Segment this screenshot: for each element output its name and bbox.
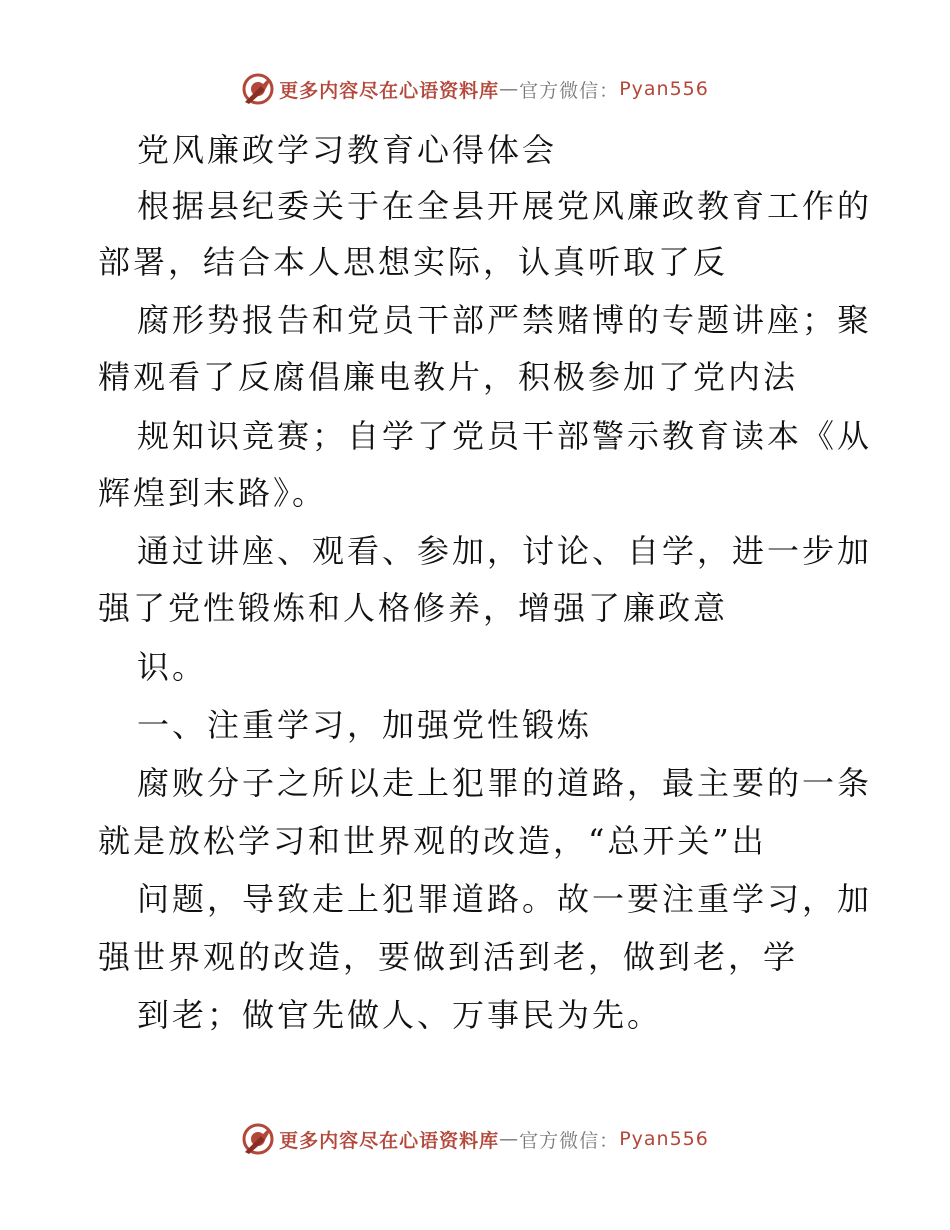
watermark-label: 官方微信：	[519, 1129, 620, 1152]
paragraph-line: 到老；做官先做人、万事民为先。	[137, 996, 663, 1034]
watermark-label: 官方微信：	[519, 79, 620, 102]
watermark-text	[279, 1126, 709, 1153]
paragraph-line: 辉煌到末路》。	[98, 474, 328, 512]
paragraph-line: 部署，结合本人思想实际，认真听取了反	[98, 243, 729, 281]
watermark-text	[279, 76, 709, 103]
watermark-main: 更多内容尽在心语资料库	[279, 1129, 500, 1152]
paragraph-line: 强世界观的改造，要做到活到老，做到老，学	[98, 938, 799, 976]
footer-watermark	[0, 1122, 950, 1156]
paragraph-line: 腐败分子之所以走上犯罪的道路，最主要的一条	[137, 764, 873, 802]
section-heading: 一、注重学习，加强党性锻炼	[137, 706, 593, 744]
paragraph-line: 规知识竞赛；自学了党员干部警示教育读本《从	[137, 417, 873, 455]
paragraph-line: 通过讲座、观看、参加，讨论、自学，进一步加	[137, 532, 873, 570]
paragraph-line: 腐形势报告和党员干部严禁赌博的专题讲座；聚	[137, 301, 873, 339]
paragraph-line: 根据县纪委关于在全县开展党风廉政教育工作的	[137, 187, 873, 225]
header-watermark	[0, 72, 950, 106]
pen-logo-icon	[241, 1122, 275, 1156]
paragraph-line: 就是放松学习和世界观的改造，“总开关”出	[98, 822, 767, 860]
watermark-wechat-id: Pyan556	[619, 78, 709, 100]
watermark-wechat-id: Pyan556	[619, 1128, 709, 1150]
watermark-separator: —	[499, 78, 520, 100]
paragraph-line: 问题，导致走上犯罪道路。故一要注重学习，加	[137, 880, 873, 918]
document-title: 党风廉政学习教育心得体会	[137, 131, 558, 169]
paragraph-line: 精观看了反腐倡廉电教片，积极参加了党内法	[98, 358, 799, 396]
paragraph-line: 强了党性锻炼和人格修养，增强了廉政意	[98, 589, 729, 627]
watermark-main: 更多内容尽在心语资料库	[279, 79, 500, 102]
paragraph-line: 识。	[137, 648, 208, 686]
watermark-separator: —	[499, 1128, 520, 1150]
pen-logo-icon	[241, 72, 275, 106]
